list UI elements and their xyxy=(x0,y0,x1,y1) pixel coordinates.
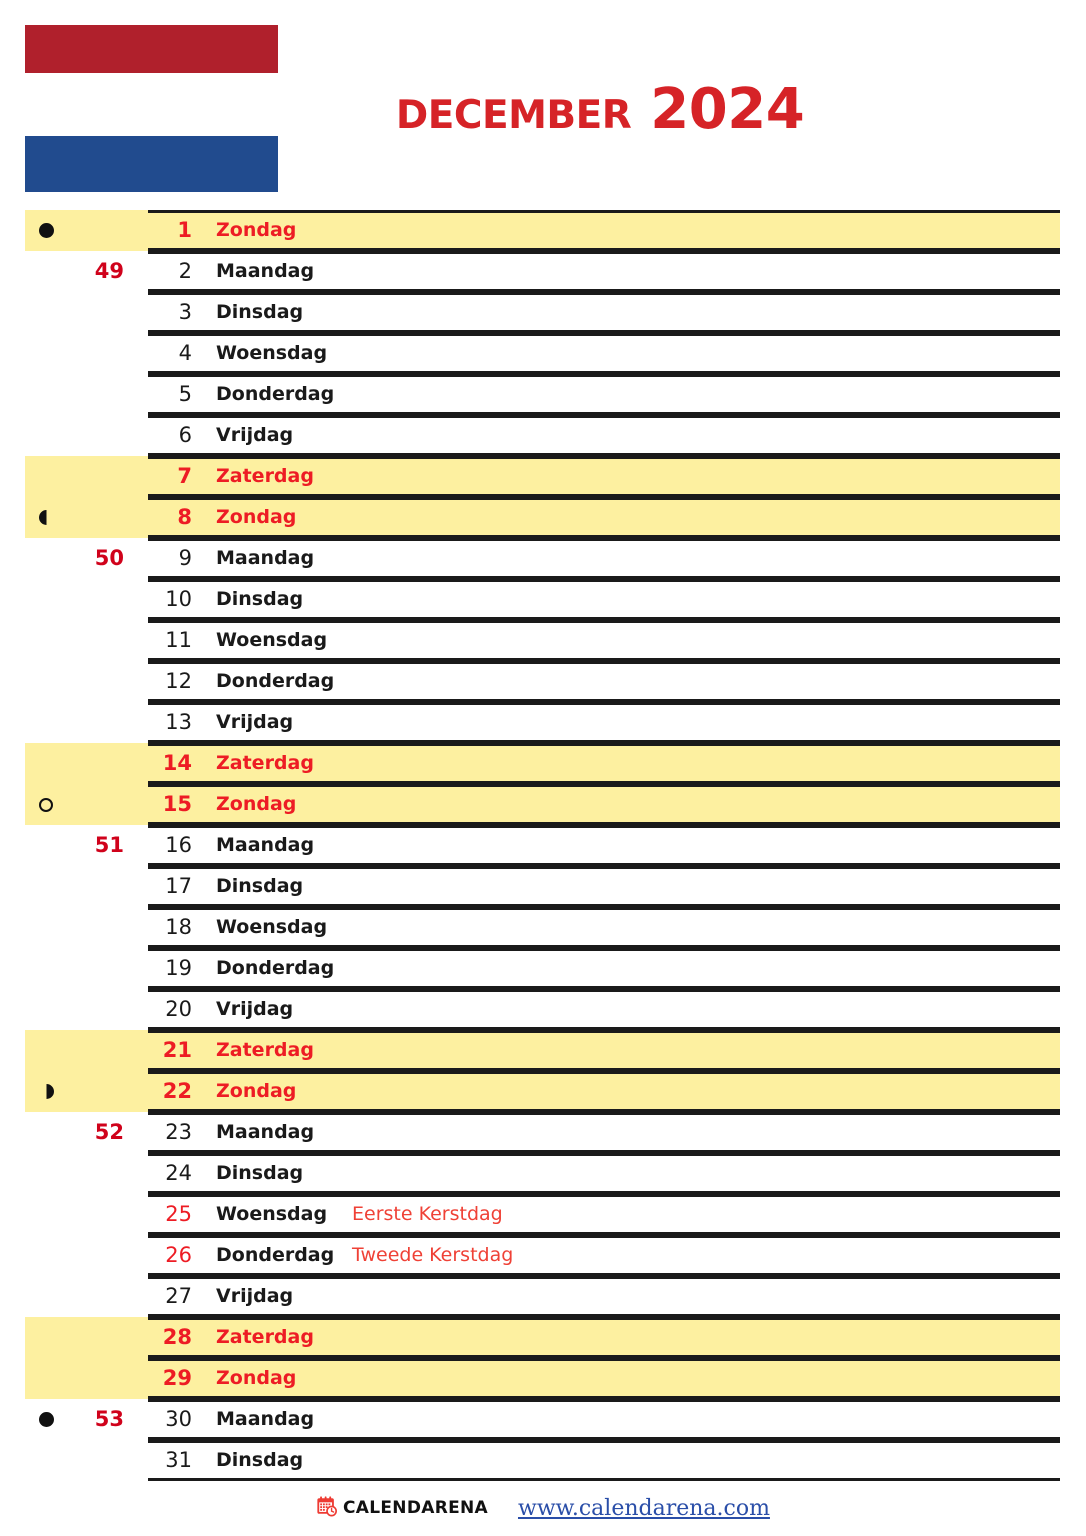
week-number xyxy=(60,1194,124,1235)
day-name: Zondag xyxy=(216,1367,297,1389)
day-name: Zondag xyxy=(216,793,297,815)
day-name: Donderdag xyxy=(216,1244,335,1266)
calendar-day-row[interactable] xyxy=(0,784,1086,825)
day-number: 9 xyxy=(178,546,192,570)
day-name: Zaterdag xyxy=(216,1326,314,1348)
day-name: Donderdag xyxy=(216,670,335,692)
flag-band-blue xyxy=(25,136,278,192)
day-name: Dinsdag xyxy=(216,1449,304,1471)
page-title: december 2024 xyxy=(395,77,805,142)
calendar-day-row[interactable] xyxy=(0,292,1086,333)
calendar-day-row[interactable] xyxy=(0,825,1086,866)
day-name: Maandag xyxy=(216,260,315,282)
day-name: Woensdag xyxy=(216,629,328,651)
brand-name: CALENDARENA xyxy=(343,1498,488,1518)
week-number: 50 xyxy=(94,546,124,570)
day-number: 10 xyxy=(165,587,192,611)
last-quarter-moon-glyph xyxy=(39,1084,54,1099)
holiday-label xyxy=(352,415,952,456)
holiday-label xyxy=(352,784,952,825)
week-number xyxy=(60,1030,124,1071)
calendar-day-row[interactable] xyxy=(0,1317,1086,1358)
calendar-day-row[interactable] xyxy=(0,948,1086,989)
holiday-label xyxy=(352,456,952,497)
calendar-day-row[interactable] xyxy=(0,1194,1086,1235)
day-name: Maandag xyxy=(216,834,315,856)
day-name: Vrijdag xyxy=(216,1285,294,1307)
calendar-day-row[interactable] xyxy=(0,210,1086,251)
day-number: 19 xyxy=(165,956,192,980)
calendar-day-row[interactable] xyxy=(0,1071,1086,1112)
holiday-label: Eerste Kerstdag xyxy=(352,1203,503,1225)
week-number xyxy=(60,784,124,825)
holiday-label xyxy=(352,1317,952,1358)
week-number: 52 xyxy=(94,1120,124,1144)
week-number xyxy=(60,702,124,743)
day-name: Zondag xyxy=(216,219,297,241)
day-number: 5 xyxy=(178,382,192,406)
week-number xyxy=(60,1317,124,1358)
holiday-label xyxy=(352,251,952,292)
day-number: 21 xyxy=(162,1038,192,1062)
day-number: 29 xyxy=(162,1366,192,1390)
day-number: 22 xyxy=(162,1079,192,1103)
day-name: Maandag xyxy=(216,1121,315,1143)
calendar-day-row[interactable] xyxy=(0,456,1086,497)
website-link[interactable]: www.calendarena.com xyxy=(517,1495,770,1521)
calendar-day-row[interactable] xyxy=(0,743,1086,784)
calendar-day-row[interactable] xyxy=(0,497,1086,538)
full-moon-glyph xyxy=(39,798,53,812)
calendar-clock-icon xyxy=(316,1495,338,1521)
week-number xyxy=(60,907,124,948)
day-number: 20 xyxy=(165,997,192,1021)
day-name: Woensdag xyxy=(216,916,328,938)
day-name: Vrijdag xyxy=(216,711,294,733)
holiday-label xyxy=(352,866,952,907)
day-number: 16 xyxy=(165,833,192,857)
day-number: 11 xyxy=(165,628,192,652)
footer xyxy=(0,1486,1086,1530)
day-number: 17 xyxy=(165,874,192,898)
week-number: 49 xyxy=(94,259,124,283)
day-number: 12 xyxy=(165,669,192,693)
holiday-label xyxy=(352,989,952,1030)
week-number xyxy=(60,620,124,661)
holiday-label xyxy=(352,1112,952,1153)
holiday-label xyxy=(352,538,952,579)
week-number xyxy=(60,989,124,1030)
calendar-day-row[interactable] xyxy=(0,907,1086,948)
day-number: 1 xyxy=(177,218,192,242)
calendar-day-row[interactable] xyxy=(0,333,1086,374)
week-number xyxy=(60,374,124,415)
week-number xyxy=(60,661,124,702)
day-name: Dinsdag xyxy=(216,1162,304,1184)
netherlands-flag xyxy=(25,25,278,192)
holiday-label xyxy=(352,579,952,620)
calendar-day-row[interactable] xyxy=(0,251,1086,292)
calendar-day-row[interactable] xyxy=(0,1112,1086,1153)
holiday-label xyxy=(352,497,952,538)
day-name: Zaterdag xyxy=(216,752,314,774)
week-number xyxy=(60,292,124,333)
day-number: 2 xyxy=(178,259,192,283)
day-name: Zondag xyxy=(216,506,297,528)
day-name: Donderdag xyxy=(216,957,335,979)
day-number: 28 xyxy=(162,1325,192,1349)
calendar-day-row[interactable] xyxy=(0,702,1086,743)
holiday-label: Tweede Kerstdag xyxy=(352,1244,514,1266)
week-number xyxy=(60,579,124,620)
holiday-label xyxy=(352,702,952,743)
day-number: 3 xyxy=(178,300,192,324)
week-number xyxy=(60,210,124,251)
holiday-label xyxy=(352,1071,952,1112)
calendar-day-row[interactable] xyxy=(0,989,1086,1030)
week-number xyxy=(60,1276,124,1317)
day-number: 15 xyxy=(162,792,192,816)
holiday-label xyxy=(352,1276,952,1317)
day-number: 7 xyxy=(177,464,192,488)
calendar-day-row[interactable] xyxy=(0,579,1086,620)
day-name: Woensdag xyxy=(216,1203,328,1225)
calendar-day-row[interactable] xyxy=(0,415,1086,456)
day-number: 23 xyxy=(165,1120,192,1144)
holiday-label xyxy=(352,374,952,415)
day-number: 13 xyxy=(165,710,192,734)
holiday-label xyxy=(352,661,952,702)
day-number: 25 xyxy=(165,1202,192,1226)
day-number: 31 xyxy=(165,1448,192,1472)
calendar-day-row[interactable] xyxy=(0,620,1086,661)
day-name: Dinsdag xyxy=(216,588,304,610)
holiday-label xyxy=(352,1030,952,1071)
day-name: Vrijdag xyxy=(216,424,294,446)
week-number xyxy=(60,1440,124,1481)
day-name: Donderdag xyxy=(216,383,335,405)
holiday-label xyxy=(352,743,952,784)
week-number: 51 xyxy=(94,833,124,857)
week-number xyxy=(60,948,124,989)
first-quarter-moon-glyph xyxy=(39,510,54,525)
week-number xyxy=(60,1153,124,1194)
day-number: 30 xyxy=(165,1407,192,1431)
calendar-day-row[interactable] xyxy=(0,1358,1086,1399)
holiday-label xyxy=(352,825,952,866)
day-name: Zaterdag xyxy=(216,465,314,487)
week-number xyxy=(60,1235,124,1276)
week-number xyxy=(60,1358,124,1399)
holiday-label xyxy=(352,948,952,989)
calendar-day-row[interactable] xyxy=(0,1235,1086,1276)
week-number xyxy=(60,333,124,374)
new-moon-glyph xyxy=(39,1412,54,1427)
week-number xyxy=(60,743,124,784)
calendar-day-row[interactable] xyxy=(0,1399,1086,1440)
week-number: 53 xyxy=(94,1407,124,1431)
week-number xyxy=(60,456,124,497)
calendar-day-row[interactable] xyxy=(0,1440,1086,1481)
day-name: Maandag xyxy=(216,1408,315,1430)
day-name: Dinsdag xyxy=(216,875,304,897)
day-name: Maandag xyxy=(216,547,315,569)
calendar-day-row[interactable] xyxy=(0,538,1086,579)
day-name: Woensdag xyxy=(216,342,328,364)
day-number: 4 xyxy=(178,341,192,365)
day-name: Zondag xyxy=(216,1080,297,1102)
calendar-day-row[interactable] xyxy=(0,374,1086,415)
day-number: 27 xyxy=(165,1284,192,1308)
holiday-label xyxy=(352,620,952,661)
holiday-label xyxy=(352,333,952,374)
day-number: 8 xyxy=(177,505,192,529)
new-moon-glyph xyxy=(39,223,54,238)
week-number xyxy=(60,415,124,456)
week-number xyxy=(60,497,124,538)
holiday-label xyxy=(352,907,952,948)
holiday-label xyxy=(352,1399,952,1440)
day-number: 6 xyxy=(178,423,192,447)
holiday-label xyxy=(352,210,952,251)
flag-band-white xyxy=(25,73,278,136)
calendar-day-row[interactable] xyxy=(0,866,1086,907)
day-number: 18 xyxy=(165,915,192,939)
flag-band-red xyxy=(25,25,278,73)
day-name: Zaterdag xyxy=(216,1039,314,1061)
holiday-label xyxy=(352,1153,952,1194)
calendar-day-row[interactable] xyxy=(0,661,1086,702)
calendar-day-row[interactable] xyxy=(0,1276,1086,1317)
holiday-label xyxy=(352,1440,952,1481)
day-name: Vrijdag xyxy=(216,998,294,1020)
day-name: Dinsdag xyxy=(216,301,304,323)
calendar-day-row[interactable] xyxy=(0,1153,1086,1194)
calendar-day-row[interactable] xyxy=(0,1030,1086,1071)
day-number: 26 xyxy=(165,1243,192,1267)
calendar-day-list xyxy=(0,210,1086,1481)
week-number xyxy=(60,866,124,907)
calendar-header xyxy=(0,0,1086,210)
day-number: 24 xyxy=(165,1161,192,1185)
holiday-label xyxy=(352,292,952,333)
week-number xyxy=(60,1071,124,1112)
day-number: 14 xyxy=(162,751,192,775)
holiday-label xyxy=(352,1358,952,1399)
brand-group xyxy=(316,1495,488,1521)
